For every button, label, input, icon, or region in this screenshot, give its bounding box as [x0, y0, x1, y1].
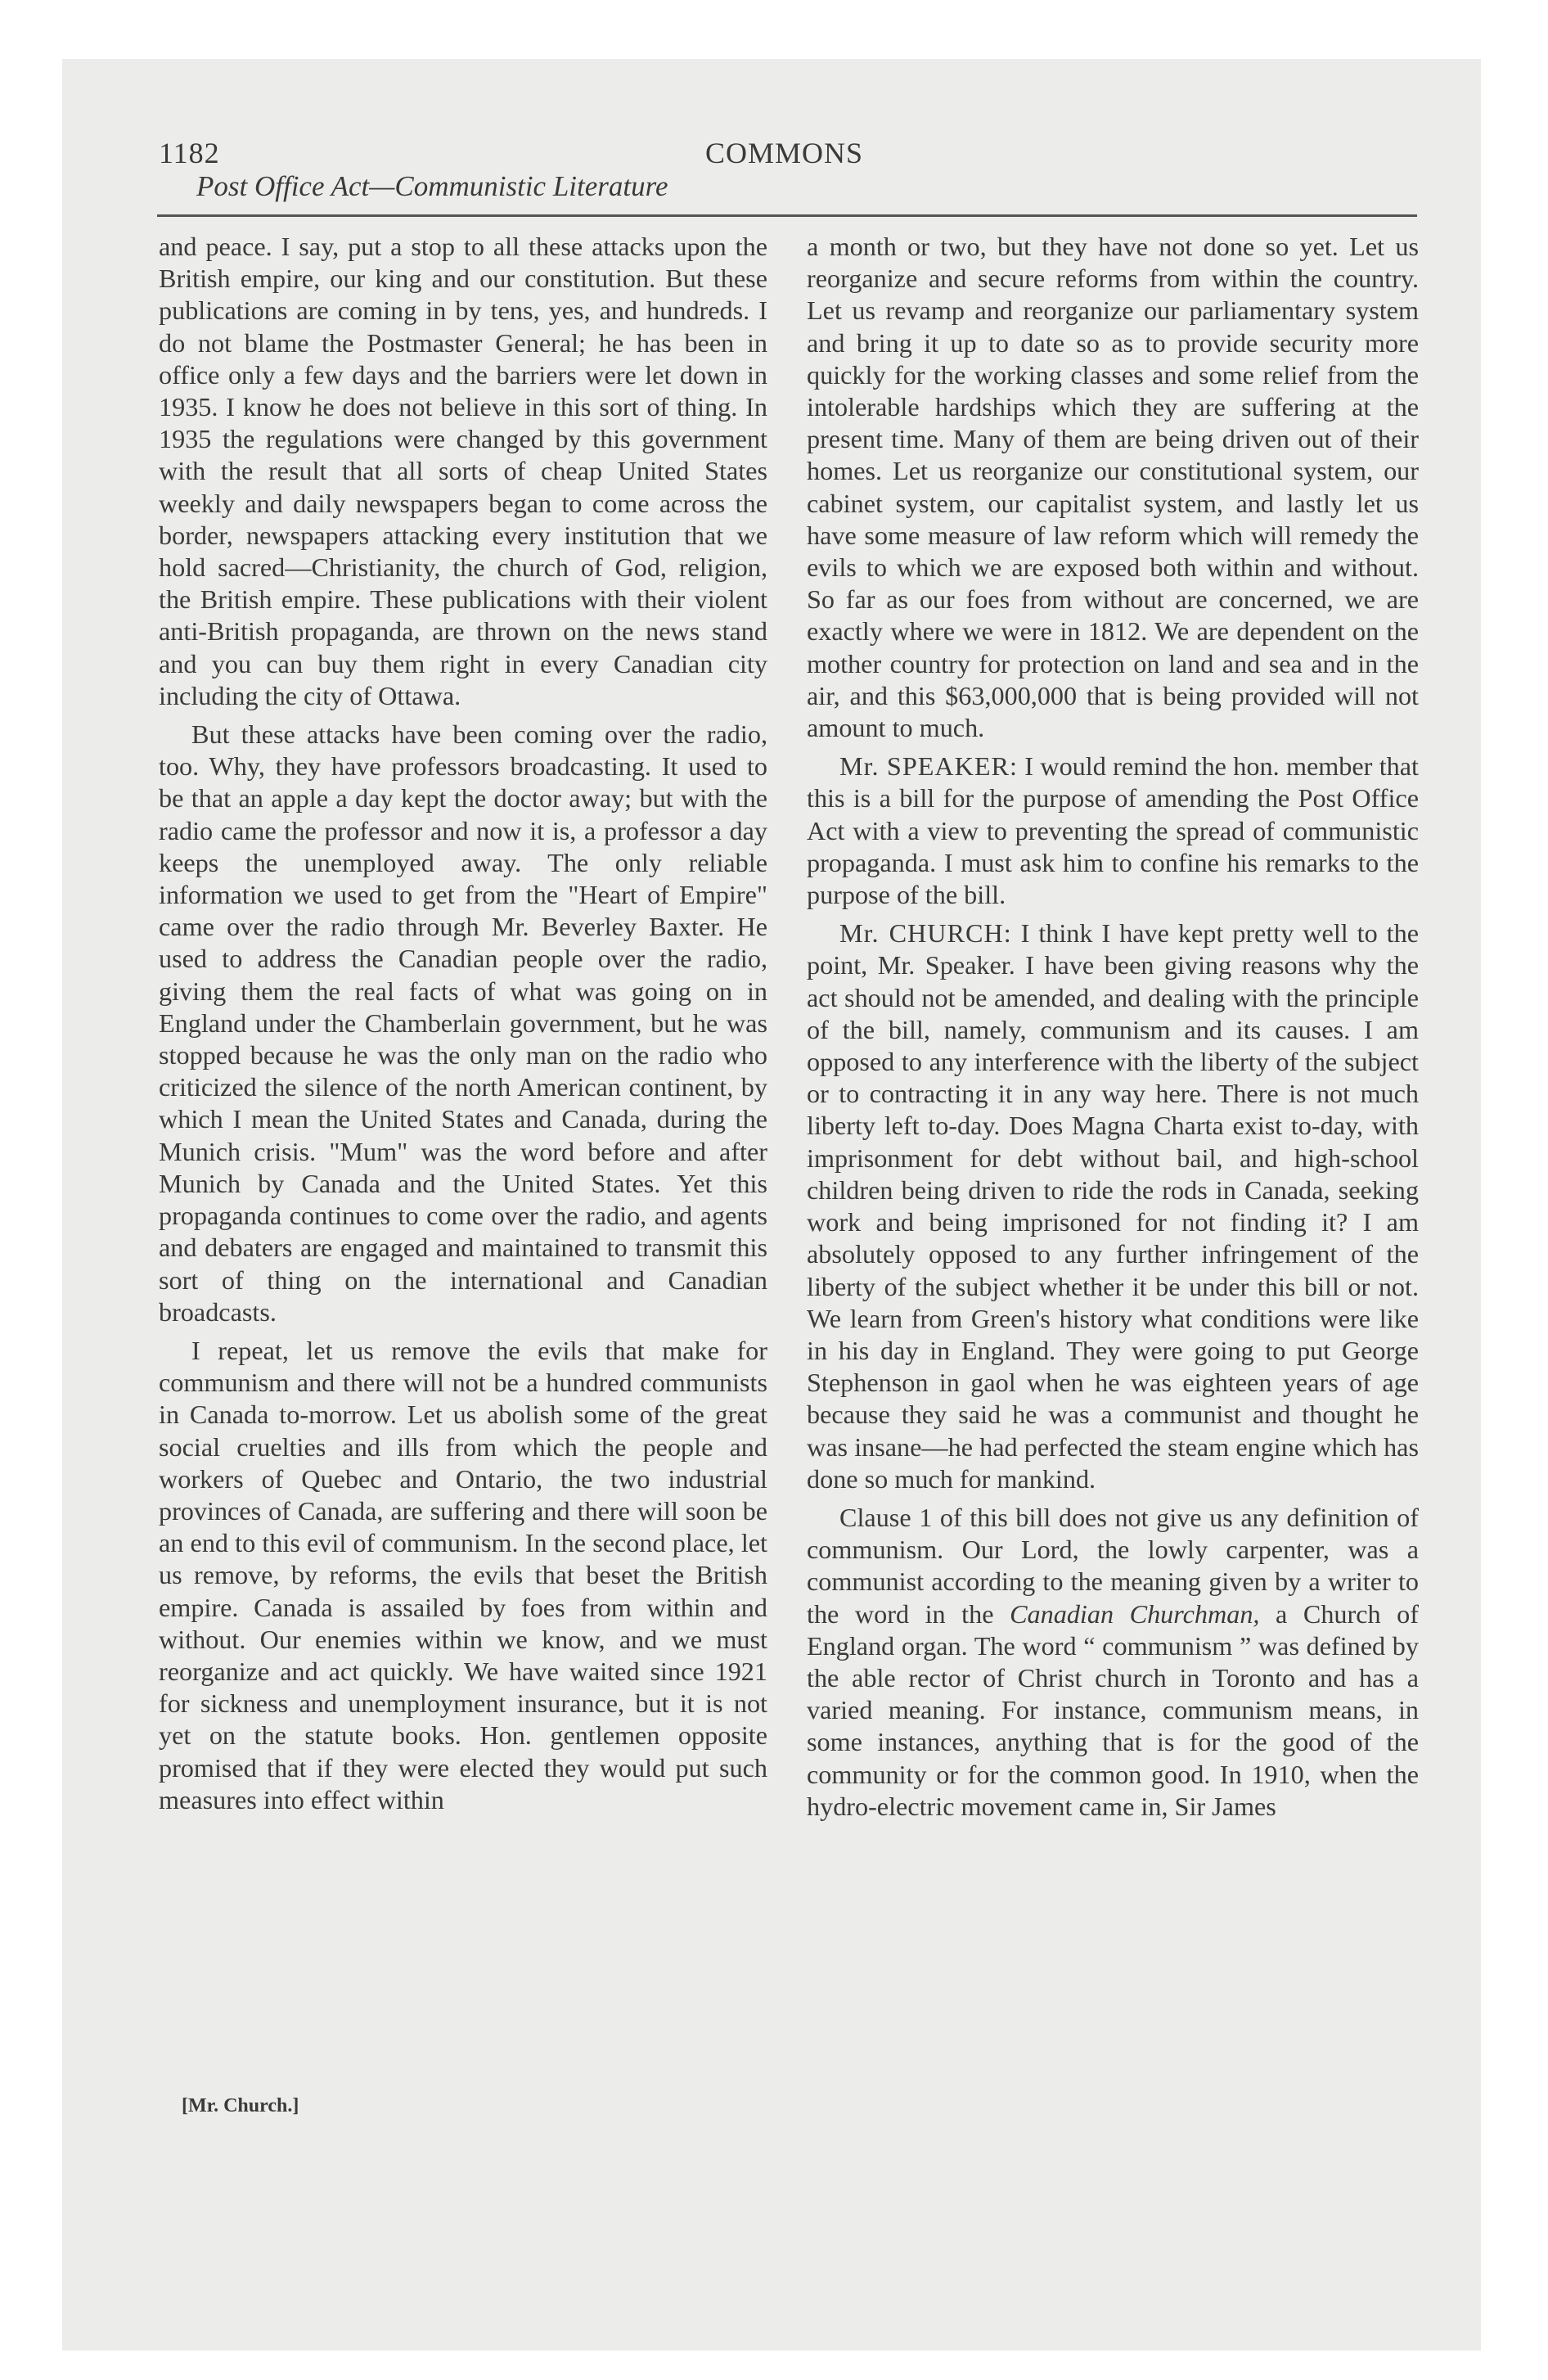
speaker-name: Mr. SPEAKER:: [839, 751, 1018, 782]
left-paragraph-2: But these attacks have been coming over the radio, too. Why, they have professors broadcasting. It used to be that an apple a day kept the doctor away; but with the radio came the professor and now it is, a professor a day keeps the unemployed away. The only reliable information we used to get from the "Heart of Empire" came over the radio through Mr. Beverley Baxter. He used to address the Canadian people over the radio, giving them the real facts of what was going on in England under the Chamberlain government, but he was stopped because he was the only man on the radio who criticized the silence of the north American continent, by which I mean the United States and Canada, during the Munich crisis. "Mum" was the word before and after Munich by Canada and the United States. Yet this propaganda continues to come over the radio, and agents and debaters are engaged and maintained to transmit this sort of thing on the international and Canadian broadcasts.: [159, 719, 767, 1327]
section-title: Post Office Act—Communistic Literature: [196, 170, 668, 202]
right-paragraph-1: a month or two, but they have not done so yet. Let us reorganize and secure reforms from within the country. Let us revamp and reorganize our parliamentary system and bring it up to date so as to provide security more quickly for the working classes and some relief from the intolerable hardships which they are suffering at the present time. Many of them are being driven out of their homes. Let us reorganize our constitutional system, our cabinet system, our capitalist system, and lastly let us have some measure of law reform which will remedy the evils to which we are exposed both within and without. So far as our foes from without are concerned, we are exactly where we were in 1812. We are dependent on the mother country for protection on land and sea and in the air, and this $63,000,000 that is being provided will not amount to much.: [807, 232, 1419, 743]
right-paragraph-3: [807, 917, 1419, 1495]
speech-text: I would remind the hon. member that this is a bill for the purpose of amending the Post Office Act with a view to preventing the spread of communistic propaganda. I must ask him to confine his remarks to the purpose of the bill.: [807, 751, 1419, 910]
footer-speaker-note: [Mr. Church.]: [182, 2095, 299, 2116]
left-paragraph-3: I repeat, let us remove the evils that make for communism and there will not be a hundred communists in Canada to-morrow. Let us abolish some of the great social cruelties and ills from which the people and workers of Quebec and Ontario, the two industrial provinces of Canada, are suffering and there will soon be an end to this evil of communism. In the second place, let us remove, by reforms, the evils that beset the British empire. Canada is assailed by foes from within and without. Our enemies within we know, and we must reorganize and act quickly. We have waited since 1921 for sickness and unemployment insurance, but it is not yet on the statute books. Hon. gentlemen opposite promised that if they were elected they would put such measures into effect within: [159, 1335, 767, 1814]
speech-text: I think I have kept pretty well to the point, Mr. Speaker. I have been giving reasons why the act should not be amended, and dealing with the principle of the bill, namely, communism and its causes. I am opposed to any interference with the liberty of the subject or to contracting it in any way here. There is not much liberty left to-day. Does Magna Charta exist to-day, with imprisonment for debt without bail, and high-school children being driven to ride the rods in Canada, seeking work and being imprisoned for not finding it? I am absolutely opposed to any further infringement of the liberty of the subject whether it be under this bill or not. We learn from Green's history what conditions were like in his day in England. They were going to put George Stephenson in gaol when he was eighteen years of age because they said he was a communist and thought he was insane—he had perfected the steam engine which has done so much for mankind.: [807, 918, 1419, 1494]
page-number: 1182: [159, 137, 220, 169]
paragraph-text: Clause 1 of this bill does not give us any definition of communism. Our Lord, the lowly carpenter, was a communist according to the meaning given by a writer to the word in the: [807, 1502, 1419, 1629]
right-paragraph-2: [807, 751, 1419, 911]
speaker-name: Mr. CHURCH:: [839, 918, 1012, 949]
paragraph-text: a Church of England organ. The word “ communism ” was defined by the able rector of Christ church in Toronto and has a varied meaning. For instance, communism means, in some instances, anything that is for the good of the community or for the common good. In 1910, when the hydro-electric movement came in, Sir James: [807, 1598, 1419, 1821]
left-column: [159, 231, 767, 1823]
right-column: [807, 231, 1419, 1829]
right-paragraph-4: [807, 1502, 1419, 1823]
header-rule: [157, 214, 1417, 217]
left-paragraph-1: and peace. I say, put a stop to all these attacks upon the British empire, our king and our constitution. But these publications are coming in by tens, yes, and hundreds. I do not blame the Postmaster General; he has been in office only a few days and the barriers were let down in 1935. I know he does not believe in this sort of thing. In 1935 the regulations were changed by this government with the result that all sorts of cheap United States weekly and daily newspapers began to come across the border, newspapers attacking every institution that we hold sacred—Christianity, the church of God, religion, the British empire. These publications with their violent anti-British propaganda, are thrown on the news stand and you can buy them right in every Canadian city including the city of Ottawa.: [159, 232, 767, 710]
publication-title: Canadian Churchman,: [1010, 1598, 1260, 1629]
running-head: COMMONS: [705, 137, 864, 169]
